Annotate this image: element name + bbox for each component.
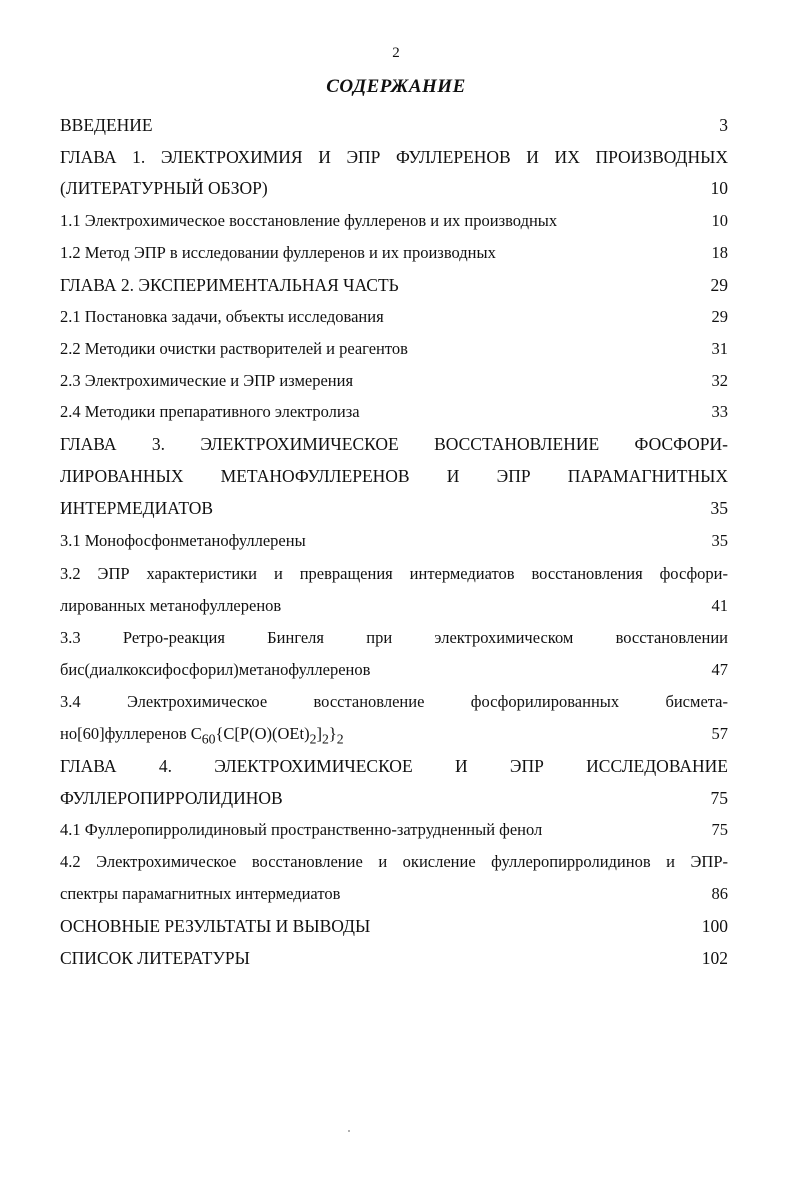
toc-entry-page: 102	[701, 948, 728, 968]
toc-entry-section-3-4-line-2	[60, 721, 728, 747]
page-number: 2	[392, 45, 400, 61]
toc-entry-text: ГЛАВА 4. ЭЛЕКТРОХИМИЧЕСКОЕ И ЭПР ИССЛЕДОВАНИЕ	[60, 756, 728, 776]
toc-entry-page: 75	[711, 820, 728, 839]
toc-entry-page: 10	[711, 211, 728, 230]
toc-entry-text: ГЛАВА 3. ЭЛЕКТРОХИМИЧЕСКОЕ ВОССТАНОВЛЕНИЕ ФОСФОРИ-	[60, 434, 728, 454]
toc-entry-page: 32	[711, 371, 728, 390]
toc-entry-page: 3	[719, 115, 728, 135]
toc-entry-text: 3.2 ЭПР характеристики и превращения интермедиатов восстановления фосфори-	[60, 564, 728, 583]
toc-entry-section-1-1	[60, 208, 728, 234]
toc-entry-section-3-1	[60, 528, 728, 554]
toc-entry-chapter-3-line-2	[60, 463, 728, 489]
toc-entry-section-3-2-line-2	[60, 593, 728, 619]
toc-entry-text: ЛИРОВАННЫХ МЕТАНОФУЛЛЕРЕНОВ И ЭПР ПАРАМАГНИТНЫХ	[60, 466, 728, 486]
toc-entry-text: лированных метанофуллеренов	[60, 596, 282, 615]
toc-entry-text: 4.1 Фуллеропирролидиновый пространственно-затрудненный фенол	[60, 820, 543, 839]
toc-entry-page: 57	[711, 724, 728, 743]
toc-entry-text: (ЛИТЕРАТУРНЫЙ ОБЗОР)	[60, 178, 268, 198]
toc-entry-section-3-2-line-1	[60, 561, 728, 587]
toc-entry-section-3-3-line-1	[60, 625, 728, 651]
toc-entry-chapter-1-line-1	[60, 144, 728, 170]
toc-entry-chapter-4-line-1	[60, 753, 728, 779]
toc-entry-references	[60, 945, 728, 971]
toc-entry-text: 2.3 Электрохимические и ЭПР измерения	[60, 371, 354, 390]
toc-entry-text: бис(диалкоксифосфорил)метанофуллеренов	[60, 660, 371, 679]
toc-entry-chapter-4-line-2	[60, 785, 728, 811]
toc-entry-section-2-4	[60, 399, 728, 425]
scan-speck	[348, 1130, 350, 1132]
toc-entry-chapter-1-line-2	[60, 175, 728, 201]
toc-entry-section-2-3	[60, 368, 728, 394]
toc-entry-text: 4.2 Электрохимическое восстановление и окисление фуллеропирролидинов и ЭПР-	[60, 852, 728, 871]
toc-entry-text: ФУЛЛЕРОПИРРОЛИДИНОВ	[60, 788, 283, 808]
toc-entry-text: 2.2 Методики очистки растворителей и реагентов	[60, 339, 408, 358]
toc-entry-page: 29	[711, 307, 728, 326]
toc-entry-section-1-2	[60, 240, 728, 266]
toc-entry-section-3-4-line-1	[60, 689, 728, 715]
toc-entry-text: ОСНОВНЫЕ РЕЗУЛЬТАТЫ И ВЫВОДЫ	[60, 916, 371, 936]
toc-entry-text: 1.2 Метод ЭПР в исследовании фуллеренов и их производных	[60, 243, 496, 262]
toc-entry-text: 3.3 Ретро-реакция Бингеля при электрохимическом восстановлении	[60, 628, 728, 647]
toc-entry-page: 47	[711, 660, 728, 679]
toc-entry-chapter-3-line-3	[60, 495, 728, 521]
toc-entry-text: спектры парамагнитных интермедиатов	[60, 884, 341, 903]
toc-entry-page: 18	[711, 243, 728, 262]
toc-entry-page: 31	[711, 339, 728, 358]
toc-entry-text: 3.4 Электрохимическое восстановление фосфорилированных бисмета-	[60, 692, 728, 711]
toc-entry-text: ГЛАВА 1. ЭЛЕКТРОХИМИЯ И ЭПР ФУЛЛЕРЕНОВ И ИХ ПРОИЗВОДНЫХ	[60, 147, 728, 167]
page-title: СОДЕРЖАНИЕ	[326, 76, 466, 97]
toc-entry-text: 3.1 Монофосфонметанофуллерены	[60, 531, 306, 550]
toc-entry-text: 2.4 Методики препаративного электролиза	[60, 402, 360, 421]
toc-entry-chapter-3-line-1	[60, 431, 728, 457]
toc-entry-text: ИНТЕРМЕДИАТОВ	[60, 498, 214, 518]
toc-entry-section-4-2-line-2	[60, 881, 728, 907]
toc-entry-page: 41	[711, 596, 728, 615]
toc-entry-page: 35	[711, 531, 728, 550]
toc-entry-page: 29	[710, 275, 728, 295]
toc-entry-section-4-2-line-1	[60, 849, 728, 875]
toc-entry-page: 33	[711, 402, 728, 421]
toc-entry-results	[60, 913, 728, 939]
toc-entry-text: ВВЕДЕНИЕ	[60, 115, 153, 135]
toc-entry-text: 2.1 Постановка задачи, объекты исследования	[60, 307, 384, 326]
toc-entry-page: 100	[701, 916, 728, 936]
toc-entry-section-2-2	[60, 336, 728, 362]
toc-entry-text: 1.1 Электрохимическое восстановление фуллеренов и их производных	[60, 211, 558, 230]
toc-entry-formula: но[60]фуллеренов $C_{60}\{C[P(O)(OEt)_2]_2\}_2$	[60, 724, 344, 747]
toc-entry-page: 86	[711, 884, 728, 903]
toc-entry-page: 75	[710, 788, 728, 808]
toc-entry-section-4-1	[60, 817, 728, 843]
toc-entry-text: ГЛАВА 2. ЭКСПЕРИМЕНТАЛЬНАЯ ЧАСТЬ	[60, 275, 399, 295]
toc-entry-text: СПИСОК ЛИТЕРАТУРЫ	[60, 948, 250, 968]
toc-entry-page: 10	[710, 178, 728, 198]
toc-entry-section-3-3-line-2	[60, 657, 728, 683]
toc-entry-page: 35	[710, 498, 728, 518]
toc-entry-section-2-1	[60, 304, 728, 330]
toc-entry-chapter-2	[60, 272, 728, 298]
toc-entry-intro	[60, 112, 728, 138]
